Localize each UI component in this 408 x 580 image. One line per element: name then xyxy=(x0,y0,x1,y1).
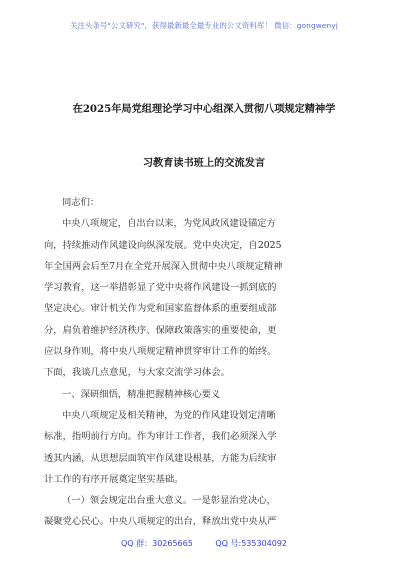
document-title-line-1: 在2025年局党组理论学习中心组深入贯彻八项规定精神学 xyxy=(72,103,336,115)
document-title-line-2: 习教育读书班上的交流发言 xyxy=(142,157,266,169)
section-heading: 一、深研细悟，精准把握精神核心要义 xyxy=(62,388,221,400)
body-line: 应以身作则，将中央八项规定精神贯穿审计工作的始终。 xyxy=(44,346,277,358)
body-line: 透其内涵，从思想层面筑牢作风建设根基，方能为后续审 xyxy=(44,452,277,464)
body-line: 凝聚党心民心。中央八项规定的出台，释放出党中央从严 xyxy=(44,516,277,528)
qq-group-number: QQ 群：30265665 xyxy=(120,539,193,548)
document-body xyxy=(44,192,364,533)
body-line: 计工作的有序开展奠定坚实基础。 xyxy=(44,473,184,485)
body-line: 学习教育，这一举措彰显了党中央将作风建设一抓到底的 xyxy=(44,282,277,294)
subsection-heading: （一）领会规定出台重大意义。一是彰显治党决心， xyxy=(62,495,276,507)
header-banner: 关注头条号"公文研究"，获得最新最全最专业的公文资料库！ 微信：gongwenyj xyxy=(70,21,338,30)
salutation: 同志们： xyxy=(62,197,100,208)
body-line: 中央八项规定，自出台以来，为党风政风建设锚定方 xyxy=(62,218,276,230)
body-line: 下面，我谈几点意见，与大家交流学习体会。 xyxy=(44,367,230,379)
qq-account-number: QQ 号:535304092 xyxy=(215,539,288,548)
body-line: 中央八项规定及相关精神，为党的作风建设划定清晰 xyxy=(62,409,276,421)
body-line: 向，持续推动作风建设向纵深发展。党中央决定，自2025 xyxy=(44,239,282,251)
body-line: 分，肩负着维护经济秩序、保障政策落实的重要使命，更 xyxy=(44,324,277,336)
body-line: 标准，指明前行方向。作为审计工作者，我们必须深入学 xyxy=(44,431,277,443)
footer-contact xyxy=(0,538,408,549)
body-line: 年全国两会后至7月在全党开展深入贯彻中央八项规定精神 xyxy=(44,260,283,272)
body-line: 坚定决心。审计机关作为党和国家监督体系的重要组成部 xyxy=(44,303,277,315)
